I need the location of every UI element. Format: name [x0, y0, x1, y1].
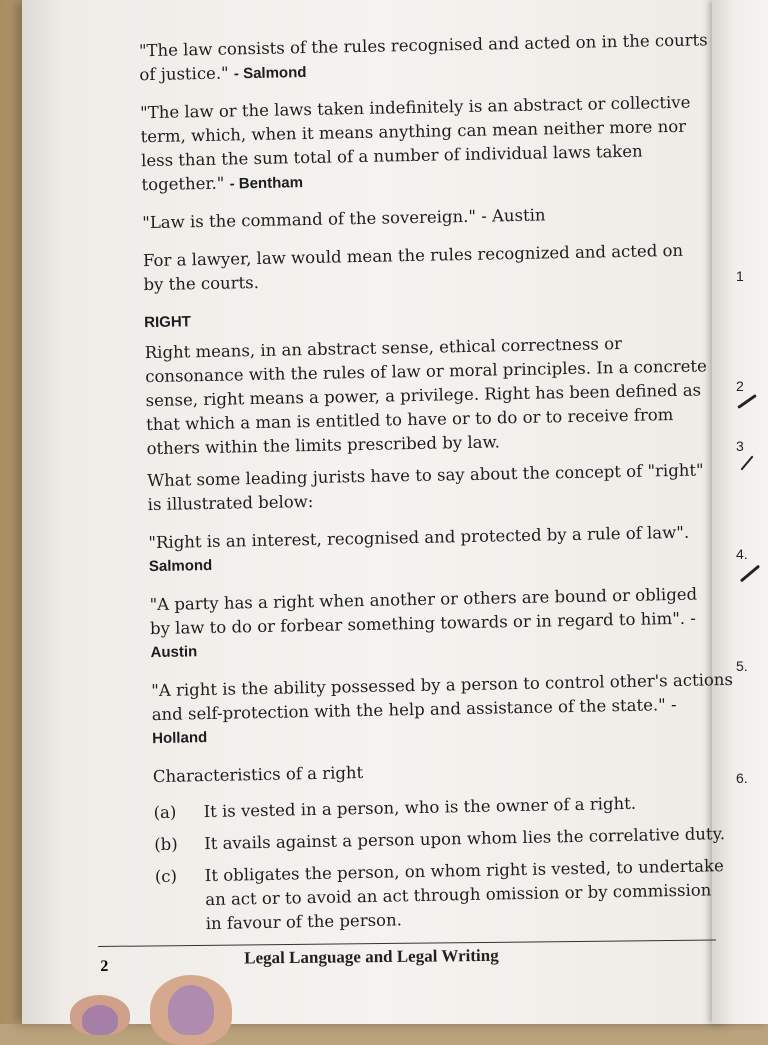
margin-number: 4.	[736, 546, 748, 562]
definition-austin-law	[142, 200, 732, 235]
text-line: "The law consists of the rules recognised and acted on in the courts	[138, 30, 708, 61]
text-line: "A right is the ability possessed by a person to control other's actions	[151, 669, 734, 701]
margin-number: 5.	[736, 658, 748, 674]
characteristics-heading: Characteristics of a right	[152, 763, 364, 787]
margin-number: 2	[736, 378, 744, 394]
section-heading-right: RIGHT	[144, 313, 192, 332]
definition-salmond	[139, 28, 730, 88]
margin-number: 1	[736, 268, 744, 284]
text-line: of justice."	[139, 63, 229, 85]
text-line: It obligates the person, on whom right is vested, to undertake	[204, 856, 724, 886]
fingernail	[168, 985, 214, 1035]
jurist-name: - Bentham	[229, 174, 304, 193]
text-line: consonance with the rules of law or moral principles. In a concrete	[145, 356, 707, 387]
margin-number: 3	[736, 438, 744, 454]
text-line: others within the limits prescribed by law.	[146, 432, 501, 459]
jurist-name: Holland	[152, 729, 208, 748]
fingernail	[82, 1005, 118, 1035]
text-line: an act or to avoid an act through omission or by commission	[205, 880, 712, 910]
lawyer-paragraph	[143, 238, 734, 297]
right-paragraph	[145, 330, 737, 461]
page-number: 2	[100, 957, 109, 975]
text-line: It is vested in a person, who is the owner of a right.	[203, 793, 637, 822]
text-line: Right means, in an abstract sense, ethical correctness or	[144, 334, 623, 363]
text-line: "Law is the command of the sovereign."	[142, 206, 477, 233]
text-line: in favour of the person.	[205, 910, 403, 934]
right-definition-austin	[149, 582, 740, 665]
text-line: that which a man is entitled to have or to do or to receive from	[145, 405, 674, 435]
text-line: together."	[141, 173, 225, 195]
definition-bentham	[140, 90, 732, 198]
text-line: is illustrated below:	[147, 491, 314, 515]
item-label: (b)	[154, 834, 178, 855]
jurist-name: Salmond	[148, 556, 213, 576]
right-definition-holland	[151, 668, 742, 751]
text-line: less than the sum total of a number of individual laws taken	[140, 141, 643, 171]
text-line: "Right is an interest, recognised and protected by a rule of law".	[148, 522, 690, 553]
text-line: sense, right means a power, a privilege. Right has been defined as	[145, 380, 702, 411]
text-line: "A party has a right when another or others are bound or obliged	[149, 584, 698, 615]
text-line: and self-protection with the help and assistance of the state." -	[151, 695, 677, 725]
jurist-name: - Salmond	[233, 64, 307, 83]
text-line: It avails against a person upon whom lies the correlative duty.	[204, 824, 726, 854]
text-line: "The law or the laws taken indefinitely is an abstract or collective	[139, 92, 691, 123]
margin-number: 6.	[736, 770, 748, 786]
jurist-name: - Austin	[481, 205, 546, 226]
right-definition-salmond	[148, 520, 739, 579]
book-title: Legal Language and Legal Writing	[244, 945, 499, 968]
characteristic-item	[153, 790, 753, 823]
item-label: (a)	[153, 802, 177, 823]
text-line: What some leading jurists have to say about the concept of "right"	[147, 460, 704, 491]
text-line: For a lawyer, law would mean the rules recognized and acted on	[142, 240, 684, 271]
jurist-name: Austin	[150, 643, 198, 662]
item-label: (c)	[154, 866, 178, 887]
text-line: by the courts.	[143, 272, 260, 295]
page-text	[98, 0, 757, 1000]
text-line: term, which, when it means anything can mean neither more nor	[140, 116, 687, 147]
text-line: by law to do or forbear something towards or in regard to him". -	[149, 608, 697, 639]
jurists-intro	[147, 458, 738, 517]
